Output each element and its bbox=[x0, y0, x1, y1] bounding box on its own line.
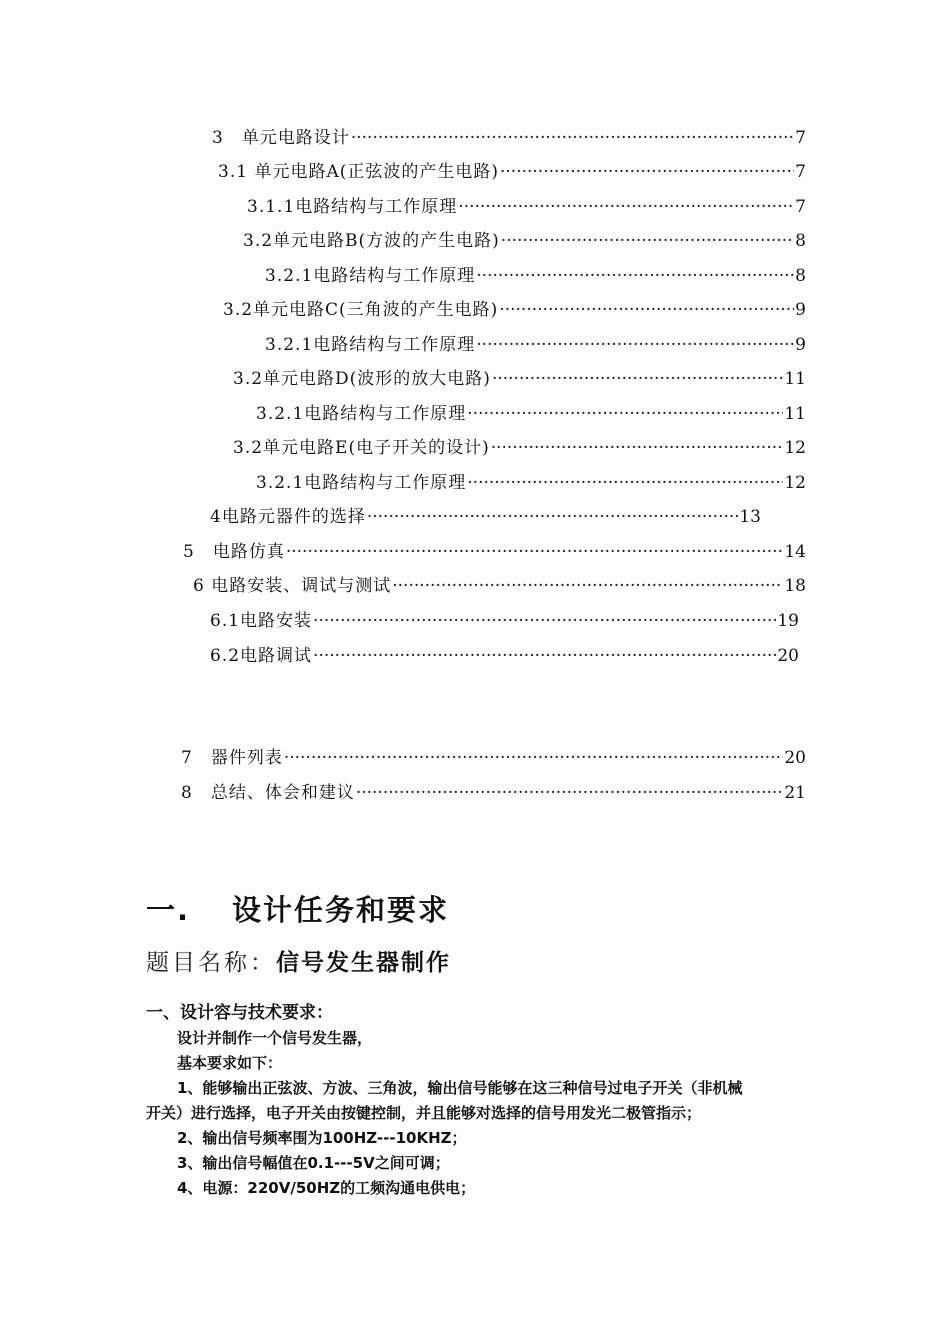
toc-page: 7 bbox=[795, 128, 806, 148]
toc-leader bbox=[476, 334, 794, 356]
paragraph: 3、输出信号幅值在0.1---5V之间可调； bbox=[177, 1154, 450, 1172]
toc-entry[interactable] bbox=[256, 472, 806, 494]
toc-label: 3.2.1电路结构与工作原理 bbox=[256, 404, 467, 424]
toc-leader bbox=[499, 299, 794, 321]
paragraph: 基本要求如下： bbox=[177, 1054, 283, 1072]
toc-leader bbox=[467, 472, 783, 494]
chapter-title: 设计任务和要求 bbox=[232, 893, 450, 927]
toc-page: 7 bbox=[795, 197, 806, 217]
toc-label: 3.2.1电路结构与工作原理 bbox=[265, 266, 476, 286]
toc-page: 9 bbox=[795, 300, 806, 320]
toc-leader bbox=[367, 506, 739, 528]
toc-label: 3.2单元电路D(波形的放大电路) bbox=[233, 369, 491, 389]
toc-leader bbox=[313, 610, 776, 632]
toc-leader bbox=[284, 747, 784, 769]
toc-leader bbox=[492, 368, 783, 390]
paragraph: 设计并制作一个信号发生器， bbox=[177, 1029, 373, 1047]
toc-page: 8 bbox=[795, 231, 806, 251]
toc-page: 14 bbox=[784, 542, 806, 562]
toc-label: 7 器件列表 bbox=[181, 748, 283, 768]
topic-value: 信号发生器制作 bbox=[276, 950, 451, 976]
toc-page: 18 bbox=[784, 576, 806, 596]
toc-label: 6 电路安装、调试与测试 bbox=[193, 576, 392, 596]
toc-leader bbox=[286, 541, 784, 563]
toc-entry[interactable] bbox=[233, 368, 806, 390]
toc-page: 8 bbox=[795, 266, 806, 286]
toc-entry[interactable] bbox=[210, 645, 799, 667]
paragraph: 2、输出信号频率围为100HZ---10KHZ； bbox=[177, 1129, 467, 1147]
toc-label: 5 电路仿真 bbox=[183, 542, 285, 562]
toc-leader bbox=[491, 437, 784, 459]
toc-leader bbox=[500, 161, 794, 183]
chapter-heading bbox=[146, 888, 449, 929]
toc-entry[interactable] bbox=[265, 334, 806, 356]
toc-label: 3.1.1电路结构与工作原理 bbox=[247, 197, 458, 217]
toc-page: 21 bbox=[784, 783, 806, 803]
toc-page: 12 bbox=[784, 473, 806, 493]
toc-label: 3.2单元电路B(方波的产生电路) bbox=[243, 231, 500, 251]
paragraph: 1、能够输出正弦波、方波、三角波，输出信号能够在这三种信号过电子开关（非机械 bbox=[177, 1079, 743, 1097]
toc-leader bbox=[501, 230, 794, 252]
topic-label: 题目名称： bbox=[146, 950, 276, 976]
toc-page: 7 bbox=[795, 162, 806, 182]
toc-entry[interactable] bbox=[243, 230, 806, 252]
toc-page: 9 bbox=[795, 335, 806, 355]
toc-leader bbox=[392, 575, 783, 597]
toc-entry[interactable] bbox=[265, 265, 806, 287]
toc-entry[interactable] bbox=[233, 437, 806, 459]
toc-leader bbox=[351, 127, 794, 149]
toc-page: 11 bbox=[784, 404, 806, 424]
toc-entry[interactable] bbox=[247, 196, 806, 218]
toc-label: 6.2电路调试 bbox=[210, 646, 313, 666]
toc-entry[interactable] bbox=[210, 610, 799, 632]
toc-leader bbox=[467, 403, 783, 425]
toc-entry[interactable] bbox=[210, 506, 761, 528]
toc-leader bbox=[313, 645, 776, 667]
toc-page: 11 bbox=[784, 369, 806, 389]
toc-label: 3 单元电路设计 bbox=[212, 128, 350, 148]
toc-entry[interactable] bbox=[223, 299, 806, 321]
toc-entry[interactable] bbox=[212, 127, 806, 149]
toc-entry[interactable] bbox=[181, 747, 806, 769]
toc-label: 3.2.1电路结构与工作原理 bbox=[265, 335, 476, 355]
paragraph: 4、电源：220V/50HZ的工频沟通电供电； bbox=[177, 1179, 476, 1197]
toc-label: 4电路元器件的选择 bbox=[210, 507, 366, 527]
toc-entry[interactable] bbox=[256, 403, 806, 425]
toc-entry[interactable] bbox=[193, 575, 806, 597]
toc-label: 3.1 单元电路A(正弦波的产生电路) bbox=[218, 162, 499, 182]
toc-page: 20 bbox=[777, 646, 799, 666]
toc-leader bbox=[458, 196, 794, 218]
toc-entry[interactable] bbox=[183, 541, 806, 563]
toc-entry[interactable] bbox=[181, 782, 806, 804]
toc-label: 3.2单元电路E(电子开关的设计) bbox=[233, 438, 490, 458]
toc-label: 3.2.1电路结构与工作原理 bbox=[256, 473, 467, 493]
chapter-number: 一. bbox=[146, 893, 191, 927]
toc-entry[interactable] bbox=[218, 161, 806, 183]
toc-page: 19 bbox=[777, 611, 799, 631]
section-title: 一、设计容与技术要求： bbox=[146, 1003, 333, 1023]
toc-leader bbox=[356, 782, 784, 804]
toc-leader bbox=[476, 265, 794, 287]
toc-label: 3.2单元电路C(三角波的产生电路) bbox=[223, 300, 499, 320]
toc-label: 8 总结、体会和建议 bbox=[181, 783, 355, 803]
topic-line bbox=[146, 944, 451, 977]
toc-page: 12 bbox=[784, 438, 806, 458]
toc-page: 13 bbox=[739, 507, 761, 527]
toc-page: 20 bbox=[784, 748, 806, 768]
toc-label: 6.1电路安装 bbox=[210, 611, 313, 631]
paragraph: 开关）进行选择，电子开关由按键控制，并且能够对选择的信号用发光二极管指示； bbox=[146, 1104, 702, 1122]
